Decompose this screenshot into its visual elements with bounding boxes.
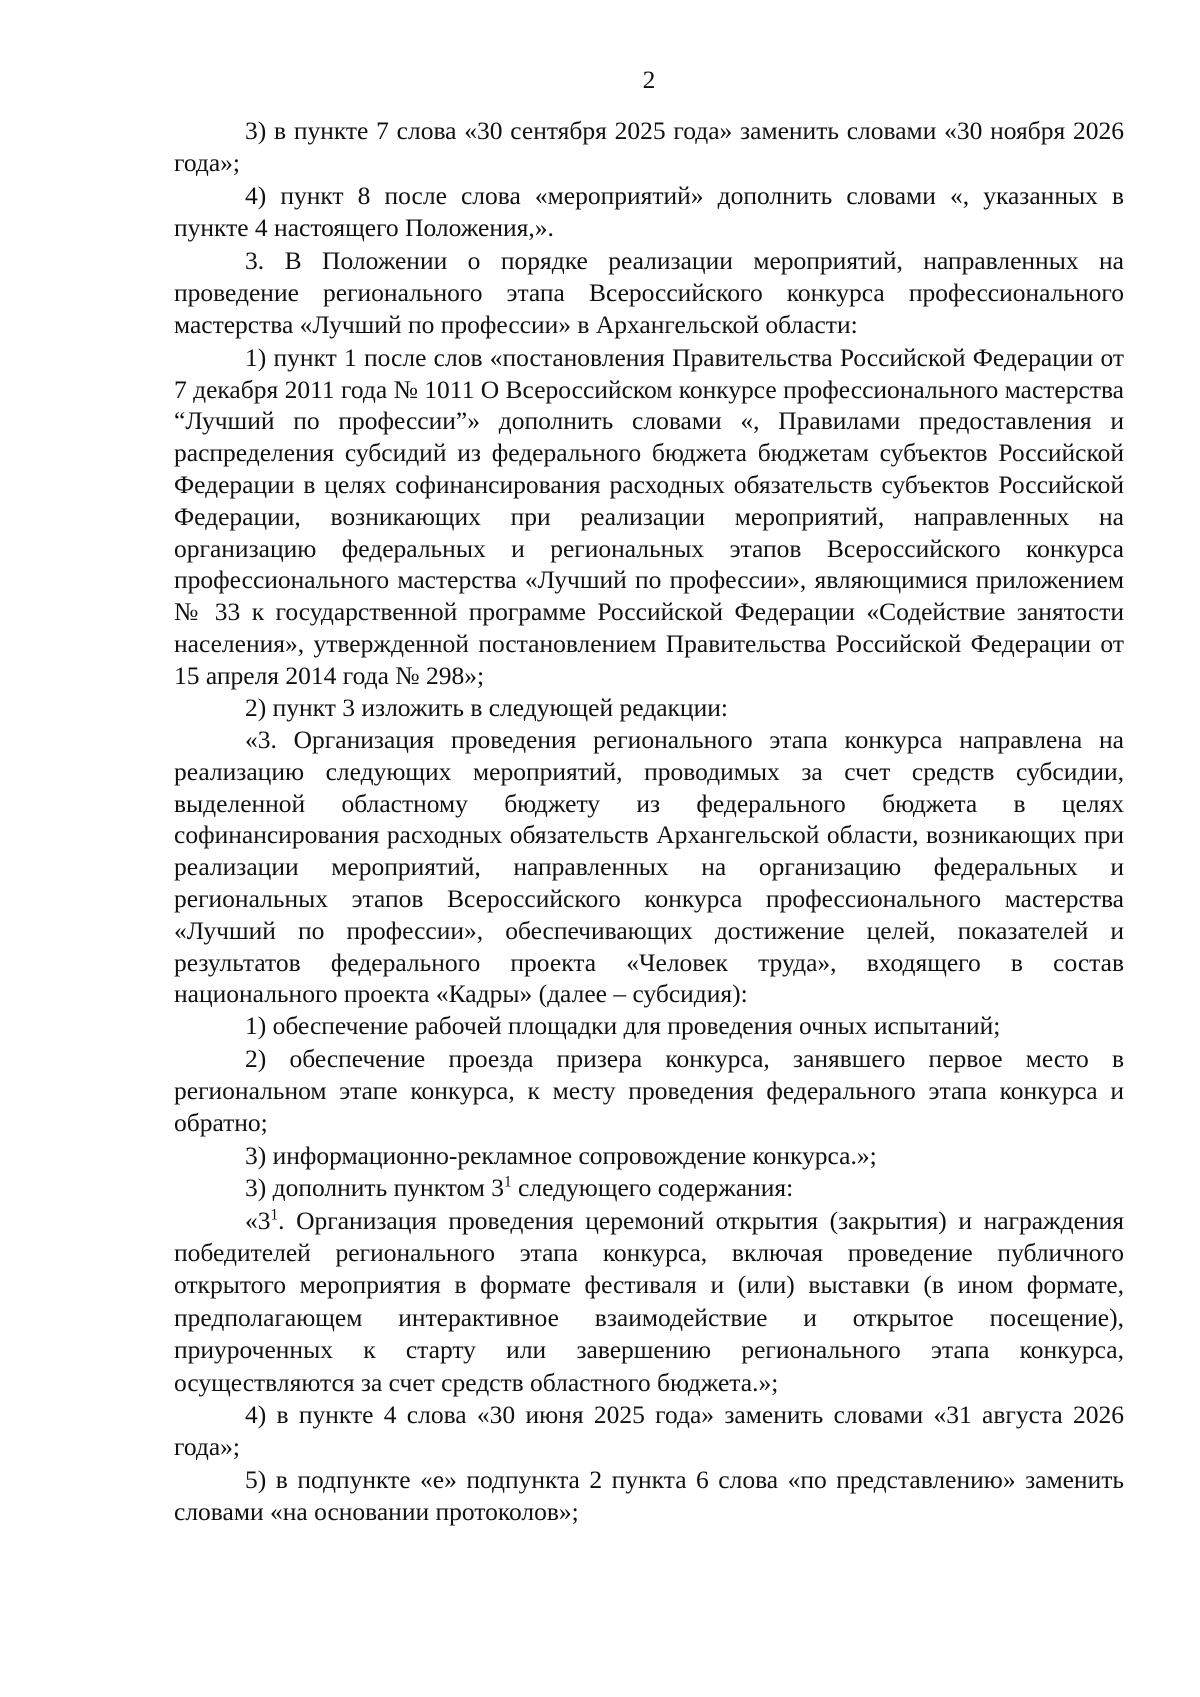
document-page	[174, 0, 1124, 1697]
paragraph-item-3-deadline: 3) в пункте 7 слова «30 сентября 2025 года» заменить словами «30 ноября 2026 года»;	[174, 116, 1124, 178]
paragraph-item-4-point-4: 4) в пункте 4 слова «30 июня 2025 года» заменить словами «31 августа 2026 года»;	[174, 1400, 1124, 1462]
paragraph-new-point-3-1	[174, 1205, 1124, 1399]
add-point-text-before: 3) дополнить пунктом 3	[245, 1173, 504, 1203]
add-point-text-after: следующего содержания:	[511, 1173, 794, 1203]
paragraph-item-1-point-1: 1) пункт 1 после слов «постановления Правительства Российской Федерации от 7 декабря 2011 года № 1011 О Всероссийском конкурсе профессионального мастерства “Лучший по профессии”» дополнить словами «, Правилами предоставления и распределения субсидий из федерального бюджета бюджетам субъектов Российской Федерации в целях софинансирования расходных обязательств субъектов Российской Федерации, возникающих при реализации мероприятий, направленных на организацию федеральных и региональных этапов Всероссийского конкурса профессионального мастерства «Лучший по профессии», являющимися приложением № 33 к государственной программе Российской Федерации «Содействие занятости населения», утвержденной постановлением Правительства Российской Федерации от 15 апреля 2014 года № 298»;	[174, 342, 1124, 690]
paragraph-item-2-point-3: 2) пункт 3 изложить в следующей редакции:	[245, 692, 728, 722]
superscript-index: 1	[270, 1206, 279, 1224]
new-point-text-after: . Организация проведения церемоний открытия (закрытия) и награждения победителей регионального этапа конкурса, включая проведение публичного открытого мероприятия в формате фестиваля и (или) выставки (в ином формате, предполагающем интерактивное взаимодействие и открытое посещение), приуроченных к старту или завершению регионального этапа конкурса, осуществляются за счет средств областного бюджета.»;	[174, 1205, 1124, 1397]
paragraph-item-5-point-6: 5) в подпункте «е» подпункта 2 пункта 6 слова «по представлению» заменить словами «на основании протоколов»;	[174, 1464, 1124, 1527]
paragraph-subitem-3: 3) информационно-рекламное сопровождение конкурса.»;	[245, 1140, 877, 1170]
document-body	[174, 115, 1124, 1529]
paragraph-section-3-intro: 3. В Положении о порядке реализации мероприятий, направленных на проведение регионального этапа Всероссийского конкурса профессионального мастерства «Лучший по профессии» в Архангельской области:	[174, 245, 1124, 340]
superscript-index: 1	[504, 1173, 512, 1191]
paragraph-item-4-point-8: 4) пункт 8 после слова «мероприятий» дополнить словами «, указанных в пункте 4 настоящего Положения,».	[174, 180, 1124, 243]
paragraph-subitem-1: 1) обеспечение рабочей площадки для проведения очных испытаний;	[245, 1011, 1001, 1041]
paragraph-point-3-text: «3. Организация проведения регионального этапа конкурса направлена на реализацию следующих мероприятий, проводимых за счет средств субсидии, выделенной областному бюджету из федерального бюджета в целях софинансирования расходных обязательств Архангельской области, возникающих при реализации мероприятий, направленных на организацию федеральных и региональных этапов Всероссийского конкурса профессионального мастерства «Лучший по профессии», обеспечивающих достижение целей, показателей и результатов федерального проекта «Человек труда», входящего в состав национального проекта «Кадры» (далее – субсидия):	[174, 725, 1124, 1009]
page-number: 2	[642, 65, 656, 94]
new-point-text-before: «3	[245, 1205, 271, 1235]
paragraph-subitem-2: 2) обеспечение проезда призера конкурса, занявшего первое место в региональном этапе конкурса, к месту проведения федерального этапа конкурса и обратно;	[174, 1043, 1124, 1138]
paragraph-add-point-3-1	[174, 1172, 1124, 1204]
